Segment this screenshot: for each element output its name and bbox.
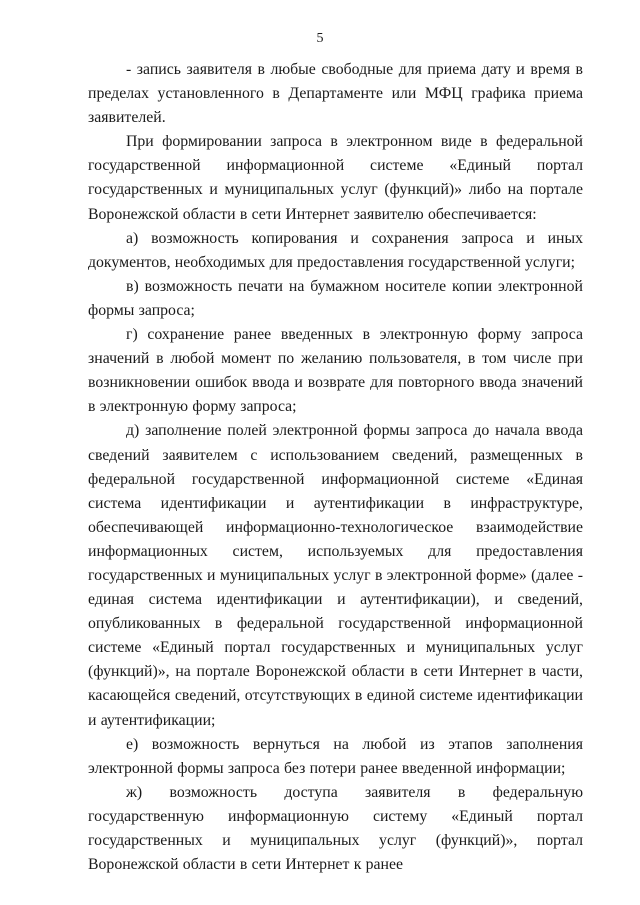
document-body	[88, 58, 583, 877]
paragraph-item-zh: ж) возможность доступа заявителя в федеральную государственную информационную систему «Единый портал государственных и муниципальных услуг (функций)», портал Воронежской области в сети Интернет к ранее	[88, 783, 583, 874]
paragraph-applicant-booking: - запись заявителя в любые свободные для приема дату и время в пределах установленного в Департаменте или МФЦ графика приема заявителей.	[88, 61, 583, 127]
page-number: 5	[316, 31, 324, 46]
paragraph-item-e: е) возможность вернуться на любой из этапов заполнения электронной формы запроса без потери ранее введенной информации;	[88, 735, 583, 777]
paragraph-item-v: в) возможность печати на бумажном носителе копии электронной формы запроса;	[88, 277, 583, 319]
paragraph-electronic-request-intro: При формировании запроса в электронном виде в федеральной государственной информационной системе «Единый портал государственных и муниципальных услуг (функций)» либо на портале Воронежской области в сети Интернет заявителю обеспечивается:	[88, 133, 583, 223]
paragraph-item-a: а) возможность копирования и сохранения запроса и иных документов, необходимых для предоставления государственной услуги;	[88, 229, 583, 271]
paragraph-item-d: д) заполнение полей электронной формы запроса до начала ввода сведений заявителем с использованием сведений, размещенных в федеральной государственной информационной системе «Единая система идентификации и аутентификации в инфраструктуре, обеспечивающей информационно-технологическое взаимодействие информационных систем, используемых для предоставления государственных и муниципальных услуг в электронной форме» (далее - единая система идентификации и аутентификации), и сведений, опубликованных в федеральной государственной информационной системе «Единый портал государственных и муниципальных услуг (функций)», на портале Воронежской области в сети Интернет в части, касающейся сведений, отсутствующих в единой системе идентификации и аутентификации;	[88, 422, 583, 729]
paragraph-item-g: г) сохранение ранее введенных в электронную форму запроса значений в любой момент по желанию пользователя, в том числе при возникновении ошибок ввода и возврате для повторного ввода значений в электронную форму запроса;	[88, 326, 583, 416]
